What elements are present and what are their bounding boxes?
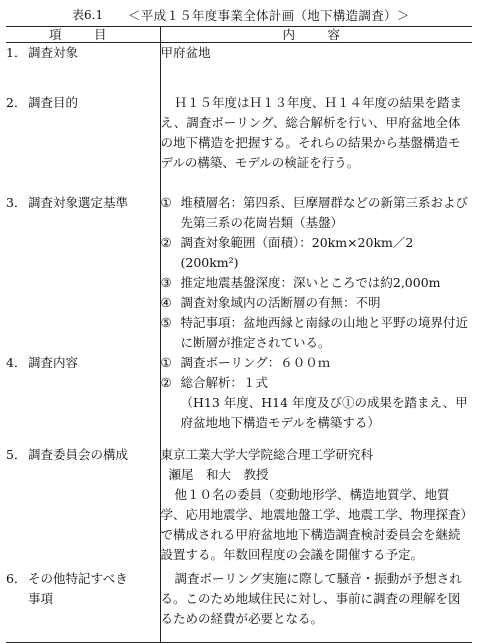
content-text: 調査ボーリング実施に際して騒音・振動が予想される。このため地域住民に対し、事前に調査の理解を図るための経費が必要となる。: [160, 570, 462, 626]
list-text: 調査ボーリング：６００ｍ: [180, 354, 331, 370]
row-content-cell: [160, 43, 472, 93]
row-content-cell: [160, 445, 472, 569]
chair-name: 瀬尾 和大 教授: [168, 466, 269, 482]
row-item-cell: [6, 569, 160, 643]
table-row: [6, 193, 472, 353]
list-marker: ②: [160, 374, 172, 390]
list-item: [161, 193, 473, 233]
table-row: [6, 445, 472, 569]
content-text: Ｈ１５年度はＨ１３年度、Ｈ１４年度の結果を踏まえ、調査ボーリング、総合解析を行い、甲府盆地全体の地下構造を把握する。それらの結果から基盤構造モデルの構築、モデルの検証を行う。: [160, 94, 463, 170]
content-text: 甲府盆地: [160, 45, 211, 60]
list-marker: ③: [160, 274, 172, 290]
row-content-cell: [160, 93, 472, 193]
row-item-label: 調査目的: [28, 94, 79, 110]
list-text: 堆積層名：第四系、巨摩層群などの新第三系および先第三系の花崗岩類（基盤）: [180, 194, 469, 230]
row-item-label: 調査内容: [28, 354, 79, 370]
list-item: [161, 293, 473, 313]
row-number: 5．: [6, 446, 27, 462]
table-row: [6, 353, 472, 445]
list-text: 調査対象域内の活断層の有無：不明: [180, 294, 381, 310]
list-item: [161, 373, 473, 393]
list-text: 特記事項：盆地西縁と南縁の山地と平野の境界付近に断層が推定されている。: [180, 314, 469, 350]
survey-note: （H13 年度、H14 年度及び①の成果を踏まえ、甲府盆地地下構造モデルを構築する）: [180, 394, 468, 430]
row-item-cell: [6, 43, 160, 93]
row-content-cell: [160, 353, 472, 445]
content-text: 他１０名の委員（変動地形学、構造地質学、地質学、応用地震学、地震地盤工学、地震工学、物理探査）で構成される甲府盆地地下構造調査検討委員会を継続設置する。年数回程度の会議を開催する予定。: [160, 486, 467, 562]
survey-list: [161, 353, 473, 393]
row-number: 3．: [6, 194, 27, 210]
list-item: [161, 353, 473, 373]
list-marker: ④: [160, 294, 172, 310]
list-item: [161, 233, 473, 273]
row-item-label: 調査委員会の構成: [28, 446, 129, 462]
row-item-label: その他特記すべき: [28, 570, 128, 586]
table-caption: [0, 6, 478, 22]
table-row: [6, 93, 472, 193]
list-text: 総合解析：１式: [180, 374, 269, 390]
header-row: [6, 27, 472, 43]
row-item-label: 調査対象選定基準: [28, 194, 129, 210]
list-marker: ①: [160, 194, 172, 210]
row-item-cell: [6, 353, 160, 445]
organization-name: 東京工業大学大学院総合理工学研究科: [160, 446, 374, 462]
row-content-cell: [160, 193, 472, 353]
row-item-cell: [6, 93, 160, 193]
list-item: [161, 313, 473, 353]
row-number: 1．: [6, 45, 27, 60]
row-item-cell: [6, 445, 160, 569]
list-marker: ⑤: [160, 314, 172, 330]
table-row: [6, 43, 472, 93]
header-content: 内 容: [160, 27, 472, 43]
row-item-label-cont: 事項: [28, 590, 54, 606]
table-title: ＜平成１５年度事業全体計画（地下構造調査）＞: [128, 8, 410, 23]
row-item-cell: [6, 193, 160, 353]
plan-table: [6, 26, 472, 643]
row-number: 2．: [6, 94, 27, 110]
header-item: 項 目: [6, 27, 160, 43]
table-number: 表6.1: [72, 8, 104, 22]
list-text: 調査対象範囲（面積）：20km×20km／2 (200km²): [180, 234, 414, 270]
criteria-list: [161, 193, 473, 353]
row-content-cell: [160, 569, 472, 643]
row-item-label: 調査対象: [28, 45, 79, 60]
row-number: 6．: [6, 570, 27, 586]
list-marker: ②: [160, 234, 172, 250]
list-item: [161, 273, 473, 293]
list-marker: ①: [160, 354, 172, 370]
table-row: [6, 569, 472, 643]
list-text: 推定地震基盤深度：深いところでは約2,000m: [180, 274, 441, 290]
row-number: 4．: [6, 354, 27, 370]
